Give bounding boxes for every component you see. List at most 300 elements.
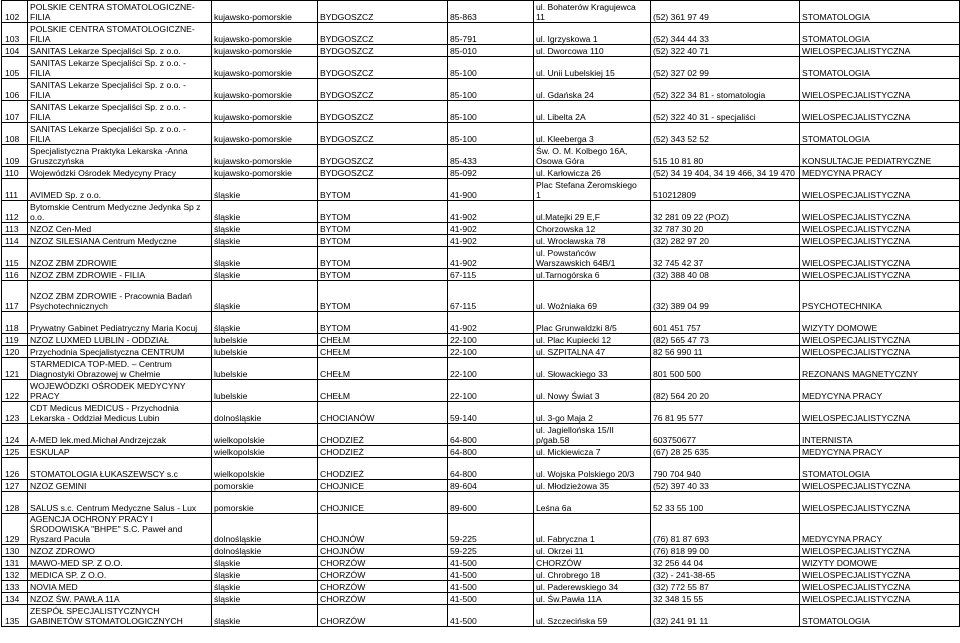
- row-number-cell: 126: [2, 458, 28, 480]
- specialty-cell: WIELOSPECJALISTYCZNA: [800, 79, 960, 101]
- table-row: [2, 569, 960, 581]
- table-row: [2, 145, 960, 167]
- row-number-cell: 119: [2, 334, 28, 346]
- phone-cell: (52) 344 44 33: [651, 23, 800, 45]
- region-cell: dolnośląskie: [212, 402, 318, 424]
- postal-code-cell: 41-500: [448, 593, 534, 605]
- phone-cell: (76) 81 87 693: [651, 514, 800, 545]
- facility-name-cell: Wojewódzki Ośrodek Medycyny Pracy: [28, 167, 212, 179]
- phone-cell: (32) - 241-38-65: [651, 569, 800, 581]
- address-cell: ul. Mickiewicza 7: [534, 446, 651, 458]
- row-number-cell: 114: [2, 235, 28, 247]
- table-row: [2, 424, 960, 446]
- address-cell: Plac Grunwaldzki 8/5: [534, 312, 651, 334]
- address-cell: CHORZÓW: [534, 557, 651, 569]
- region-cell: wielkopolskie: [212, 446, 318, 458]
- specialty-cell: WIELOSPECJALISTYCZNA: [800, 101, 960, 123]
- address-cell: ul. Powstańców Warszawskich 64B/1: [534, 247, 651, 269]
- city-cell: CHORZÓW: [318, 605, 448, 627]
- table-row: [2, 79, 960, 101]
- specialty-cell: WIELOSPECJALISTYCZNA: [800, 581, 960, 593]
- table-row: [2, 458, 960, 480]
- address-cell: ul. Igrzyskowa 1: [534, 23, 651, 45]
- city-cell: CHOJNICE: [318, 492, 448, 514]
- specialty-cell: WIELOSPECJALISTYCZNA: [800, 247, 960, 269]
- phone-cell: 790 704 940: [651, 458, 800, 480]
- city-cell: BYTOM: [318, 269, 448, 281]
- row-number-cell: 122: [2, 380, 28, 402]
- address-cell: ul. Okrzei 11: [534, 545, 651, 557]
- phone-cell: (52) 322 40 71: [651, 45, 800, 57]
- city-cell: BYTOM: [318, 179, 448, 201]
- city-cell: CHOCIANÓW: [318, 402, 448, 424]
- phone-cell: (67) 28 25 635: [651, 446, 800, 458]
- postal-code-cell: 67-115: [448, 281, 534, 312]
- address-cell: ul. Fabryczna 1: [534, 514, 651, 545]
- table-row: [2, 402, 960, 424]
- postal-code-cell: 59-225: [448, 545, 534, 557]
- address-cell: Plac Stefana Żeromskiego 1: [534, 179, 651, 201]
- phone-cell: (52) 327 02 99: [651, 57, 800, 79]
- row-number-cell: 106: [2, 79, 28, 101]
- region-cell: śląskie: [212, 281, 318, 312]
- city-cell: CHODZIEŻ: [318, 446, 448, 458]
- facility-name-cell: NOVIA MED: [28, 581, 212, 593]
- postal-code-cell: 85-100: [448, 79, 534, 101]
- facility-name-cell: SALUS s.c. Centrum Medyczne Salus - Lux: [28, 492, 212, 514]
- phone-cell: (76) 818 99 00: [651, 545, 800, 557]
- address-cell: ul. Wojska Polskiego 20/3: [534, 458, 651, 480]
- city-cell: CHEŁM: [318, 358, 448, 380]
- row-number-cell: 110: [2, 167, 28, 179]
- address-cell: ul.Matejki 29 E,F: [534, 201, 651, 223]
- table-row: [2, 593, 960, 605]
- address-cell: ul. Nowy Świat 3: [534, 380, 651, 402]
- region-cell: pomorskie: [212, 492, 318, 514]
- table-row: [2, 167, 960, 179]
- region-cell: kujawsko-pomorskie: [212, 1, 318, 23]
- postal-code-cell: 41-902: [448, 223, 534, 235]
- table-row: [2, 1, 960, 23]
- city-cell: CHOJNÓW: [318, 514, 448, 545]
- table-row: [2, 45, 960, 57]
- region-cell: kujawsko-pomorskie: [212, 57, 318, 79]
- facility-name-cell: Bytomskie Centrum Medyczne Jedynka Sp z o.o.: [28, 201, 212, 223]
- address-cell: ul. Unii Lubelskiej 15: [534, 57, 651, 79]
- row-number-cell: 117: [2, 281, 28, 312]
- city-cell: CHOJNÓW: [318, 545, 448, 557]
- facility-name-cell: NZOZ LUXMED LUBLIN - ODDZIAŁ: [28, 334, 212, 346]
- table-row: [2, 545, 960, 557]
- row-number-cell: 134: [2, 593, 28, 605]
- row-number-cell: 118: [2, 312, 28, 334]
- row-number-cell: 133: [2, 581, 28, 593]
- phone-cell: (52) 322 34 81 - stomatologia: [651, 79, 800, 101]
- table-row: [2, 223, 960, 235]
- address-cell: ul. Libelta 2A: [534, 101, 651, 123]
- city-cell: CHORZÓW: [318, 557, 448, 569]
- region-cell: śląskie: [212, 223, 318, 235]
- table-row: [2, 346, 960, 358]
- city-cell: CHORZÓW: [318, 569, 448, 581]
- postal-code-cell: 85-100: [448, 57, 534, 79]
- postal-code-cell: 67-115: [448, 269, 534, 281]
- postal-code-cell: 85-791: [448, 23, 534, 45]
- phone-cell: (52) 322 40 31 - specjaliści: [651, 101, 800, 123]
- phone-cell: (52) 397 40 33: [651, 480, 800, 492]
- specialty-cell: STOMATOLOGIA: [800, 57, 960, 79]
- region-cell: śląskie: [212, 201, 318, 223]
- specialty-cell: STOMATOLOGIA: [800, 458, 960, 480]
- address-cell: ul. Gdańska 24: [534, 79, 651, 101]
- postal-code-cell: 22-100: [448, 334, 534, 346]
- postal-code-cell: 41-500: [448, 557, 534, 569]
- facility-name-cell: ZESPÓŁ SPECJALISTYCZNYCH GABINETÓW STOMATOLOGICZNYCH: [28, 605, 212, 627]
- postal-code-cell: 41-500: [448, 605, 534, 627]
- facility-name-cell: WOJEWÓDZKI OŚRODEK MEDYCYNY PRACY: [28, 380, 212, 402]
- region-cell: śląskie: [212, 569, 318, 581]
- row-number-cell: 111: [2, 179, 28, 201]
- phone-cell: 603750677: [651, 424, 800, 446]
- city-cell: CHEŁM: [318, 346, 448, 358]
- specialty-cell: MEDYCYNA PRACY: [800, 446, 960, 458]
- region-cell: kujawsko-pomorskie: [212, 145, 318, 167]
- row-number-cell: 115: [2, 247, 28, 269]
- city-cell: CHODZIEŻ: [318, 424, 448, 446]
- row-number-cell: 129: [2, 514, 28, 545]
- specialty-cell: WIELOSPECJALISTYCZNA: [800, 334, 960, 346]
- specialty-cell: STOMATOLOGIA: [800, 1, 960, 23]
- row-number-cell: 127: [2, 480, 28, 492]
- postal-code-cell: 85-433: [448, 145, 534, 167]
- address-cell: ul. Karłowicza 26: [534, 167, 651, 179]
- table-row: [2, 446, 960, 458]
- city-cell: CHOJNICE: [318, 480, 448, 492]
- table-row: [2, 57, 960, 79]
- row-number-cell: 104: [2, 45, 28, 57]
- city-cell: BYDGOSZCZ: [318, 1, 448, 23]
- address-cell: ul. Plac Kupiecki 12: [534, 334, 651, 346]
- address-cell: ul. Jagiellońska 15/II p/gab.58: [534, 424, 651, 446]
- postal-code-cell: 85-100: [448, 123, 534, 145]
- specialty-cell: WIELOSPECJALISTYCZNA: [800, 179, 960, 201]
- row-number-cell: 103: [2, 23, 28, 45]
- table-row: [2, 480, 960, 492]
- address-cell: ul. Paderewskiego 34: [534, 581, 651, 593]
- region-cell: kujawsko-pomorskie: [212, 167, 318, 179]
- address-cell: ul. Szczecińska 59: [534, 605, 651, 627]
- postal-code-cell: 89-600: [448, 492, 534, 514]
- table-row: [2, 247, 960, 269]
- phone-cell: (32) 389 04 99: [651, 281, 800, 312]
- city-cell: CHORZÓW: [318, 593, 448, 605]
- facility-name-cell: SANITAS Lekarze Specjaliści Sp. z o.o.: [28, 45, 212, 57]
- row-number-cell: 105: [2, 57, 28, 79]
- facility-name-cell: SANITAS Lekarze Specjaliści Sp. z o.o. - FILIA: [28, 57, 212, 79]
- postal-code-cell: 41-900: [448, 179, 534, 201]
- phone-cell: 601 451 757: [651, 312, 800, 334]
- city-cell: BYTOM: [318, 281, 448, 312]
- facility-name-cell: ESKULAP: [28, 446, 212, 458]
- table-row: [2, 23, 960, 45]
- row-number-cell: 135: [2, 605, 28, 627]
- address-cell: ul. Bohaterów Kragujewca 11: [534, 1, 651, 23]
- facility-name-cell: POLSKIE CENTRA STOMATOLOGICZNE- FILIA: [28, 23, 212, 45]
- phone-cell: 76 81 95 577: [651, 402, 800, 424]
- specialty-cell: WIZYTY DOMOWE: [800, 557, 960, 569]
- phone-cell: (52) 361 97 49: [651, 1, 800, 23]
- phone-cell: 801 500 500: [651, 358, 800, 380]
- table-row: [2, 312, 960, 334]
- region-cell: kujawsko-pomorskie: [212, 79, 318, 101]
- postal-code-cell: 89-604: [448, 480, 534, 492]
- table-row: [2, 269, 960, 281]
- specialty-cell: WIELOSPECJALISTYCZNA: [800, 402, 960, 424]
- row-number-cell: 107: [2, 101, 28, 123]
- region-cell: kujawsko-pomorskie: [212, 101, 318, 123]
- specialty-cell: WIELOSPECJALISTYCZNA: [800, 269, 960, 281]
- region-cell: śląskie: [212, 593, 318, 605]
- postal-code-cell: 22-100: [448, 358, 534, 380]
- row-number-cell: 109: [2, 145, 28, 167]
- postal-code-cell: 59-225: [448, 514, 534, 545]
- row-number-cell: 131: [2, 557, 28, 569]
- facility-name-cell: Przychodnia Specjalistyczna CENTRUM: [28, 346, 212, 358]
- phone-cell: (32) 388 40 08: [651, 269, 800, 281]
- table-row: [2, 334, 960, 346]
- postal-code-cell: 85-863: [448, 1, 534, 23]
- specialty-cell: WIELOSPECJALISTYCZNA: [800, 45, 960, 57]
- postal-code-cell: 41-500: [448, 581, 534, 593]
- address-cell: ul. Dworcowa 110: [534, 45, 651, 57]
- facility-name-cell: NZOZ GEMINI: [28, 480, 212, 492]
- table-row: [2, 281, 960, 312]
- city-cell: BYDGOSZCZ: [318, 57, 448, 79]
- region-cell: dolnośląskie: [212, 514, 318, 545]
- address-cell: Św. O. M. Kolbego 16A, Osowa Góra: [534, 145, 651, 167]
- row-number-cell: 132: [2, 569, 28, 581]
- region-cell: śląskie: [212, 269, 318, 281]
- table-row: [2, 235, 960, 247]
- postal-code-cell: 85-092: [448, 167, 534, 179]
- city-cell: CHEŁM: [318, 380, 448, 402]
- postal-code-cell: 41-902: [448, 235, 534, 247]
- specialty-cell: MEDYCYNA PRACY: [800, 380, 960, 402]
- address-cell: ul. Wrocławska 78: [534, 235, 651, 247]
- row-number-cell: 108: [2, 123, 28, 145]
- facility-name-cell: SANITAS Lekarze Specjaliści Sp. z o.o. - FILIA: [28, 123, 212, 145]
- facility-name-cell: NZOZ ŚW. PAWŁA 11A: [28, 593, 212, 605]
- phone-cell: 52 33 55 100: [651, 492, 800, 514]
- specialty-cell: WIELOSPECJALISTYCZNA: [800, 593, 960, 605]
- phone-cell: 32 348 15 55: [651, 593, 800, 605]
- city-cell: BYDGOSZCZ: [318, 145, 448, 167]
- facility-name-cell: A-MED lek.med.Michał Andrzejczak: [28, 424, 212, 446]
- row-number-cell: 120: [2, 346, 28, 358]
- city-cell: BYTOM: [318, 312, 448, 334]
- city-cell: BYDGOSZCZ: [318, 101, 448, 123]
- table-row: [2, 123, 960, 145]
- row-number-cell: 121: [2, 358, 28, 380]
- row-number-cell: 112: [2, 201, 28, 223]
- phone-cell: 515 10 81 80: [651, 145, 800, 167]
- specialty-cell: WIZYTY DOMOWE: [800, 312, 960, 334]
- specialty-cell: WIELOSPECJALISTYCZNA: [800, 346, 960, 358]
- table-row: [2, 514, 960, 545]
- region-cell: lubelskie: [212, 380, 318, 402]
- specialty-cell: STOMATOLOGIA: [800, 23, 960, 45]
- address-cell: Leśna 6a: [534, 492, 651, 514]
- city-cell: BYDGOSZCZ: [318, 79, 448, 101]
- postal-code-cell: 22-100: [448, 380, 534, 402]
- city-cell: BYTOM: [318, 235, 448, 247]
- facility-name-cell: CDT Medicus MEDICUS - Przychodnia Lekarska - Oddział Medicus Lubin: [28, 402, 212, 424]
- region-cell: kujawsko-pomorskie: [212, 45, 318, 57]
- facility-name-cell: NZOZ Cen-Med: [28, 223, 212, 235]
- table-row: [2, 201, 960, 223]
- address-cell: ul. Kleeberga 3: [534, 123, 651, 145]
- specialty-cell: STOMATOLOGIA: [800, 123, 960, 145]
- phone-cell: 32 256 44 04: [651, 557, 800, 569]
- city-cell: CHEŁM: [318, 334, 448, 346]
- address-cell: ul. Słowackiego 33: [534, 358, 651, 380]
- postal-code-cell: 41-500: [448, 569, 534, 581]
- facility-name-cell: NZOZ ZDROWO: [28, 545, 212, 557]
- postal-code-cell: 41-902: [448, 201, 534, 223]
- region-cell: lubelskie: [212, 358, 318, 380]
- address-cell: ul.Tarnogórska 6: [534, 269, 651, 281]
- facility-name-cell: Prywatny Gabinet Pediatryczny Maria Kocuj: [28, 312, 212, 334]
- phone-cell: (32) 282 97 20: [651, 235, 800, 247]
- phone-cell: (82) 564 20 20: [651, 380, 800, 402]
- address-cell: ul. Chrobrego 18: [534, 569, 651, 581]
- phone-cell: 82 56 990 11: [651, 346, 800, 358]
- region-cell: dolnośląskie: [212, 545, 318, 557]
- specialty-cell: MEDYCYNA PRACY: [800, 514, 960, 545]
- table-row: [2, 101, 960, 123]
- facility-name-cell: MEDICA SP. Z O.O.: [28, 569, 212, 581]
- facility-name-cell: STOMATOLOGIA ŁUKASZEWSCY s.c: [28, 458, 212, 480]
- region-cell: lubelskie: [212, 334, 318, 346]
- facility-name-cell: AGENCJA OCHRONY PRACY I ŚRODOWISKA "BHPE" S.C. Paweł and Ryszard Pacuła: [28, 514, 212, 545]
- city-cell: CHORZÓW: [318, 581, 448, 593]
- table-row: [2, 380, 960, 402]
- row-number-cell: 113: [2, 223, 28, 235]
- postal-code-cell: 85-100: [448, 101, 534, 123]
- region-cell: lubelskie: [212, 346, 318, 358]
- facility-name-cell: NZOZ SILESIANA Centrum Medyczne: [28, 235, 212, 247]
- table-row: [2, 557, 960, 569]
- postal-code-cell: 41-902: [448, 312, 534, 334]
- region-cell: śląskie: [212, 179, 318, 201]
- specialty-cell: PSYCHOTECHNIKA: [800, 281, 960, 312]
- phone-cell: 32 745 42 37: [651, 247, 800, 269]
- phone-cell: (52) 343 52 52: [651, 123, 800, 145]
- facility-name-cell: SANITAS Lekarze Specjaliści Sp. z o.o. - FILIA: [28, 79, 212, 101]
- row-number-cell: 123: [2, 402, 28, 424]
- postal-code-cell: 41-902: [448, 247, 534, 269]
- facility-name-cell: STARMEDICA TOP-MED. – Centrum Diagnostyki Obrazowej w Chełmie: [28, 358, 212, 380]
- city-cell: BYTOM: [318, 223, 448, 235]
- table-row: [2, 581, 960, 593]
- table-row: [2, 492, 960, 514]
- address-cell: ul. Młodzieżowa 35: [534, 480, 651, 492]
- city-cell: BYDGOSZCZ: [318, 123, 448, 145]
- facility-name-cell: NZOZ ZBM ZDROWIE: [28, 247, 212, 269]
- specialty-cell: WIELOSPECJALISTYCZNA: [800, 492, 960, 514]
- row-number-cell: 102: [2, 1, 28, 23]
- table-row: [2, 179, 960, 201]
- region-cell: pomorskie: [212, 480, 318, 492]
- facility-name-cell: AVIMED Sp. z o.o.: [28, 179, 212, 201]
- specialty-cell: INTERNISTA: [800, 424, 960, 446]
- facility-name-cell: Specjalistyczna Praktyka Lekarska -Anna Gruszczyńska: [28, 145, 212, 167]
- phone-cell: (32) 241 91 11: [651, 605, 800, 627]
- address-cell: ul. SZPITALNA 47: [534, 346, 651, 358]
- facility-name-cell: POLSKIE CENTRA STOMATOLOGICZNE- FILIA: [28, 1, 212, 23]
- region-cell: śląskie: [212, 581, 318, 593]
- region-cell: śląskie: [212, 557, 318, 569]
- specialty-cell: MEDYCYNA PRACY: [800, 167, 960, 179]
- city-cell: BYDGOSZCZ: [318, 167, 448, 179]
- phone-cell: (82) 565 47 73: [651, 334, 800, 346]
- postal-code-cell: 59-140: [448, 402, 534, 424]
- region-cell: wielkopolskie: [212, 424, 318, 446]
- specialty-cell: WIELOSPECJALISTYCZNA: [800, 545, 960, 557]
- address-cell: ul. Św.Pawła 11A: [534, 593, 651, 605]
- row-number-cell: 125: [2, 446, 28, 458]
- city-cell: BYTOM: [318, 247, 448, 269]
- phone-cell: (32) 772 55 87: [651, 581, 800, 593]
- specialty-cell: WIELOSPECJALISTYCZNA: [800, 223, 960, 235]
- facilities-table: [1, 0, 960, 627]
- specialty-cell: WIELOSPECJALISTYCZNA: [800, 201, 960, 223]
- city-cell: BYDGOSZCZ: [318, 23, 448, 45]
- specialty-cell: STOMATOLOGIA: [800, 605, 960, 627]
- postal-code-cell: 64-800: [448, 458, 534, 480]
- table-body: [2, 1, 960, 627]
- region-cell: śląskie: [212, 312, 318, 334]
- city-cell: BYDGOSZCZ: [318, 45, 448, 57]
- facility-name-cell: SANITAS Lekarze Specjaliści Sp. z o.o. - FILIA: [28, 101, 212, 123]
- phone-cell: 510212809: [651, 179, 800, 201]
- row-number-cell: 116: [2, 269, 28, 281]
- phone-cell: 32 787 30 20: [651, 223, 800, 235]
- facility-name-cell: NZOZ ZBM ZDROWIE - Pracownia Badań Psychotechnicznych: [28, 281, 212, 312]
- postal-code-cell: 22-100: [448, 346, 534, 358]
- facility-name-cell: MAWO-MED SP. Z O.O.: [28, 557, 212, 569]
- table-row: [2, 605, 960, 627]
- region-cell: kujawsko-pomorskie: [212, 23, 318, 45]
- specialty-cell: KONSULTACJE PEDIATRYCZNE: [800, 145, 960, 167]
- region-cell: śląskie: [212, 605, 318, 627]
- specialty-cell: WIELOSPECJALISTYCZNA: [800, 480, 960, 492]
- postal-code-cell: 64-800: [448, 446, 534, 458]
- city-cell: CHODZIEŻ: [318, 458, 448, 480]
- address-cell: ul. 3-go Maja 2: [534, 402, 651, 424]
- city-cell: BYTOM: [318, 201, 448, 223]
- region-cell: śląskie: [212, 235, 318, 247]
- postal-code-cell: 85-010: [448, 45, 534, 57]
- table-row: [2, 358, 960, 380]
- specialty-cell: REZONANS MAGNETYCZNY: [800, 358, 960, 380]
- address-cell: ul. Woźniaka 69: [534, 281, 651, 312]
- phone-cell: (52) 34 19 404, 34 19 466, 34 19 470: [651, 167, 800, 179]
- region-cell: wielkopolskie: [212, 458, 318, 480]
- row-number-cell: 128: [2, 492, 28, 514]
- phone-cell: 32 281 09 22 (POZ): [651, 201, 800, 223]
- region-cell: kujawsko-pomorskie: [212, 123, 318, 145]
